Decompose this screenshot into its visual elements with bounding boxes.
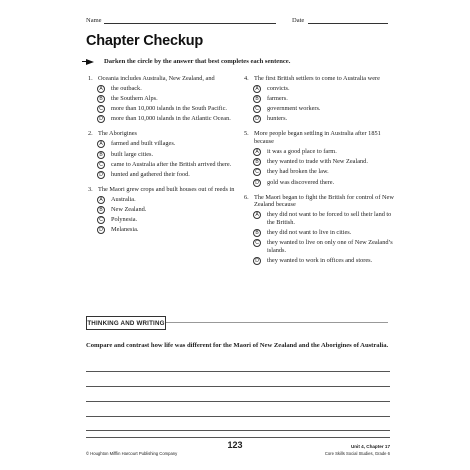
option-text: convicts. [267,84,290,92]
answer-bubble[interactable]: B [97,95,105,103]
question-stem [88,75,248,83]
option-text: they had broken the law. [267,168,329,176]
answer-bubble[interactable]: B [97,151,105,159]
answer-line[interactable] [86,401,390,402]
question-number: 1. [88,75,93,82]
option-text: Australia. [111,195,136,203]
answer-bubble[interactable]: D [97,226,105,234]
answer-bubble[interactable]: C [97,105,105,113]
question-text: Oceania includes Australia, New Zealand, and [98,75,215,82]
question-stem [244,75,394,83]
answer-option[interactable] [253,239,394,254]
question-text: The first British settlers to come to Australia were [254,75,380,82]
answer-bubble[interactable]: A [97,85,105,93]
answer-option[interactable] [97,140,248,148]
answer-option[interactable] [97,115,248,123]
answer-bubble[interactable]: A [97,196,105,204]
option-text: built large cities. [111,150,154,158]
answer-line[interactable] [86,371,390,372]
option-text: they did not want to live in cities. [267,228,352,236]
option-text: gold was discovered there. [267,178,335,186]
answer-bubble[interactable]: A [253,148,261,156]
answer-bubble[interactable]: B [253,229,261,237]
course-title: Core Skills Social Studies, Grade 6 [324,451,390,456]
answer-bubble[interactable]: C [97,216,105,224]
question [88,130,248,178]
answer-option[interactable] [253,229,394,237]
question-number: 5. [244,130,249,138]
answer-option[interactable] [253,158,394,166]
answer-option[interactable] [253,148,394,156]
question-stem [244,130,394,145]
question-number: 3. [88,185,93,193]
answer-line[interactable] [86,416,390,417]
option-text: Polynesia. [111,216,138,224]
answer-bubble[interactable]: B [253,95,261,103]
answer-option[interactable] [253,95,394,103]
option-text: New Zealand. [111,205,147,213]
option-text: government workers. [267,105,321,113]
question [244,75,394,123]
answer-option[interactable] [97,105,248,113]
option-text: the Southern Alps. [111,95,158,103]
answer-bubble[interactable]: D [253,179,261,187]
answer-option[interactable] [97,85,248,93]
answer-bubble[interactable]: A [253,85,261,93]
answer-bubble[interactable]: D [97,115,105,123]
answer-option[interactable] [97,171,248,179]
answer-option[interactable] [253,85,394,93]
question-stem [244,194,394,209]
answer-bubble[interactable]: A [97,140,105,148]
section-divider [166,322,388,323]
date-label: Date [292,17,305,24]
date-field[interactable] [308,23,388,24]
option-text: it was a good place to farm. [267,148,337,156]
name-label: Name [86,17,102,24]
answer-bubble[interactable]: A [253,211,261,219]
answer-option[interactable] [97,196,248,204]
answer-option[interactable] [97,95,248,103]
question [88,186,248,234]
answer-line[interactable] [86,386,390,387]
answer-bubble[interactable]: D [253,115,261,123]
question-number: 2. [88,130,93,138]
option-text: farmers. [267,95,288,103]
answer-bubble[interactable]: B [253,158,261,166]
question [88,75,248,123]
option-text: they did not want to be forced to sell their land to the British. [267,211,392,226]
name-date-row [86,17,386,27]
writing-prompt: Compare and contrast how life was different for the Maori of New Zealand and the Aborigines of Australia. [86,342,389,349]
option-text: more than 10,000 islands in the Atlantic Ocean. [111,115,231,123]
option-text: they wanted to live on only one of New Zealand’s islands. [267,238,393,254]
arrow-right-icon [86,59,94,65]
option-text: they wanted to work in offices and stores. [267,256,373,264]
answer-option[interactable] [253,115,394,123]
answer-bubble[interactable]: C [253,105,261,113]
answer-line[interactable] [86,430,390,431]
instruction-text: Darken the circle by the answer that best completes each sentence. [104,58,291,65]
answer-option[interactable] [253,105,394,113]
option-text: hunted and gathered their food. [111,170,190,178]
question [244,130,394,186]
page-number: 123 [227,440,243,450]
unit-chapter: Unit 4, Chapter 17 [350,444,390,449]
answer-bubble[interactable]: D [253,257,261,265]
question-text: More people began settling in Australia after 1851 because [254,130,381,146]
option-text: they wanted to trade with New Zealand. [267,158,368,166]
instruction [86,58,290,65]
option-text: farmed and built villages. [111,140,176,148]
question-text: The Maori began to fight the British for control of New Zealand because [254,193,394,209]
question-number: 6. [244,193,249,201]
question-text: The Aborigines [98,130,137,138]
answer-option[interactable] [253,211,394,226]
answer-option[interactable] [97,161,248,169]
thinking-writing-label: THINKING AND WRITING [86,316,166,330]
answer-option[interactable] [97,151,248,159]
option-text: hunters. [267,115,288,123]
questions-right-column [244,75,394,272]
questions-left-column [88,75,248,241]
answer-bubble[interactable]: C [97,161,105,169]
option-text: Melanesia. [111,226,139,234]
question-number: 4. [244,75,249,82]
question-stem [88,130,248,138]
answer-bubble[interactable]: C [253,239,261,247]
answer-bubble[interactable]: C [253,168,261,176]
question-stem [88,186,248,194]
answer-option[interactable] [97,206,248,214]
answer-bubble[interactable]: B [97,206,105,214]
question [244,194,394,265]
question-text: The Maori grew crops and built houses out of reeds in [98,185,235,193]
answer-option[interactable] [253,168,394,176]
option-text: came to Australia after the British arrived there. [111,160,232,168]
copyright: © Houghton Mifflin Harcourt Publishing Company [86,451,178,456]
option-text: more than 10,000 islands in the South Pacific. [111,105,227,113]
option-text: the outback. [111,84,142,92]
answer-option[interactable] [253,257,394,265]
answer-option[interactable] [97,226,248,234]
answer-option[interactable] [253,179,394,187]
footer-divider [86,437,390,438]
answer-bubble[interactable]: D [97,171,105,179]
name-field[interactable] [104,23,276,24]
answer-option[interactable] [97,216,248,224]
page-title: Chapter Checkup [86,33,204,49]
